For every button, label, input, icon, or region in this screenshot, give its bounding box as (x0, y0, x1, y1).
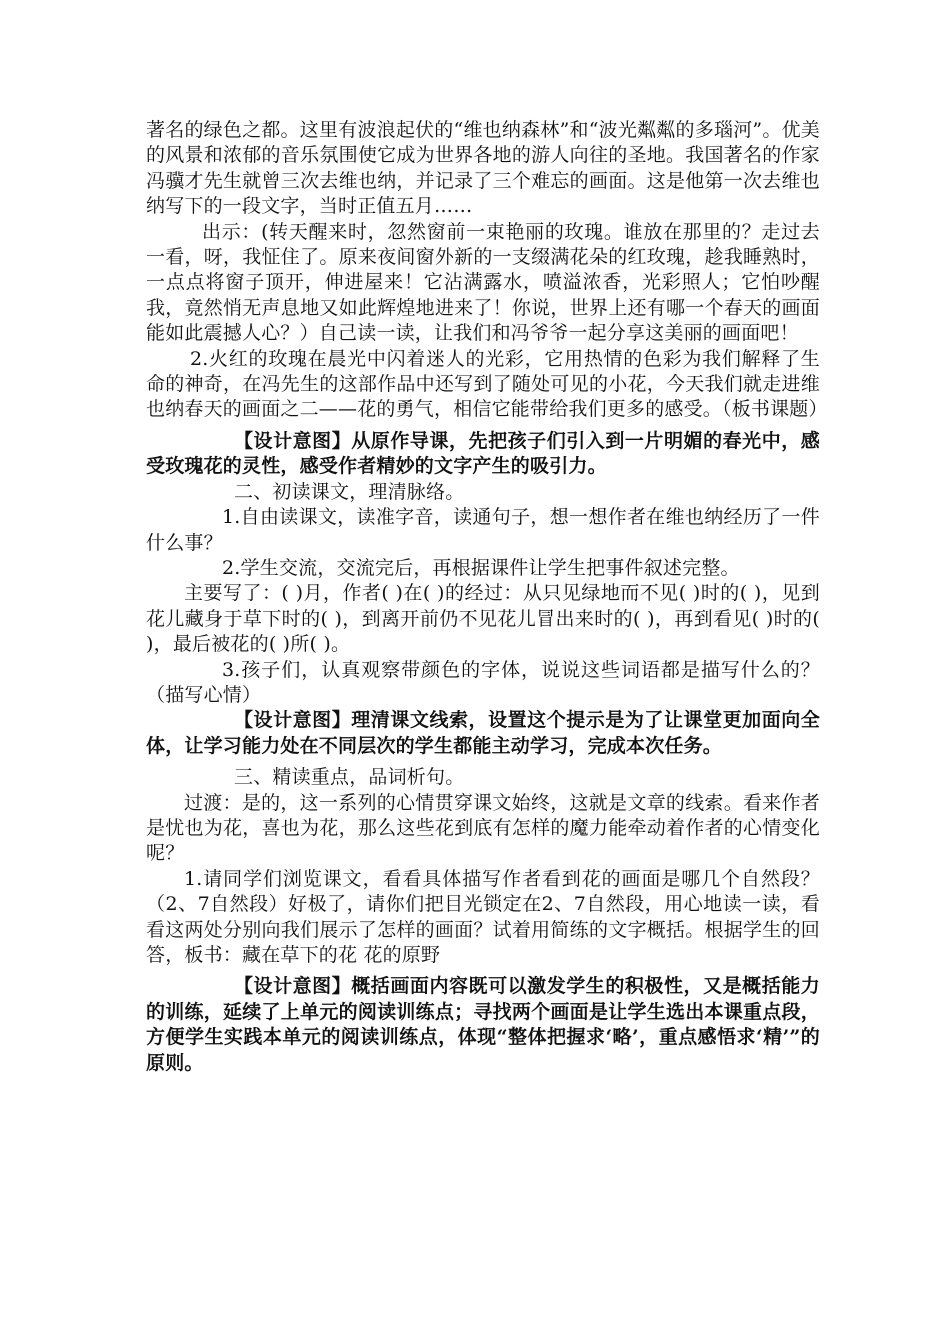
section-heading-2: 二、初读课文，理清脉络。 (234, 480, 465, 503)
paragraph-close-read-1: 1.请同学们浏览课文，看看具体描写作者看到花的画面是哪几个自然段？（2、7自然段）好极了，请你们把目光锁定在2、7自然段，用心地读一读，看看这两处分别向我们展示了怎样的画面？试着用简练的文字概括。根据学生的回答，板书：藏在草下的花 花的原野 (146, 867, 820, 966)
paragraph-step-2: 2.火红的玫瑰在晨光中闪着迷人的光彩，它用热情的色彩为我们解释了生命的神奇，在冯先生的这部作品中还写到了随处可见的小花，今天我们就走进维也纳春天的画面之二——花的勇气，相信它能带给我们更多的感受。（板书课题） (146, 347, 828, 421)
section-heading-3: 三、精读重点，品词析句。 (234, 766, 465, 789)
document-page (146, 118, 828, 1076)
paragraph-read-1: 1.自由读课文，读准字音，读通句子，想一想作者在维也纳经历了一件什么事？ (146, 506, 820, 554)
paragraph-intro: 著名的绿色之都。这里有波浪起伏的“维也纳森林”和“波光粼粼的多瑙河”。优美的风景和浓郁的音乐氛围使它成为世界各地的游人向往的圣地。我国著名的作家冯骥才先生就曾三次去维也纳，并记录了三个难忘的画面。这是他第一次去维也纳写下的一段文字，当时正值五月…… (146, 119, 820, 218)
design-intent-2: 【设计意图】理清课文线索，设置这个提示是为了让课堂更加面向全体，让学习能力处在不同层次的学生都能主动学习，完成本次任务。 (146, 709, 820, 757)
paragraph-transition: 过渡：是的，这一系列的心情贯穿课文始终，这就是文章的线索。看来作者是忧也为花，喜也为花，那么这些花到底有怎样的魔力能牵动着作者的心情变化呢？ (146, 791, 820, 865)
design-intent-1: 【设计意图】从原作导课，先把孩子们引入到一片明媚的春光中，感受玫瑰花的灵性，感受作者精妙的文字产生的吸引力。 (146, 429, 820, 478)
paragraph-read-3: 3.孩子们，认真观察带颜色的字体，说说这些词语都是描写什么的？（描写心情） (146, 658, 820, 706)
design-intent-3: 【设计意图】概括画面内容既可以激发学生的积极性，又是概括能力的训练，延续了上单元的阅读训练点；寻找两个画面是让学生选出本课重点段，方便学生实践本单元的阅读训练点，体现“整体把握求‘略’，重点感悟求‘精’”的原则。 (146, 975, 820, 1074)
paragraph-fill-in-summary: 主要写了：( )月，作者( )在( )的经过：从只见绿地而不见( )时的( )，见到花儿藏身于草下时的( )，到离开前仍不见花儿冒出来时的( )，再到看见( )时的( )，最后被花的( )所( )。 (146, 582, 820, 656)
paragraph-read-2: 2.学生交流，交流完后，再根据课件让学生把事件叙述完整。 (222, 556, 740, 579)
paragraph-display-quote: 出示：(转天醒来时，忽然窗前一束艳丽的玫瑰。谁放在那里的？走过去一看，呀，我怔住了。原来夜间窗外新的一支缀满花朵的红玫瑰，趁我睡熟时，一点点将窗子顶开，伸进屋来！它沾满露水，喷溢浓香，光彩照人；它怕吵醒我，竟然悄无声息地又如此辉煌地进来了！你说，世界上还有哪一个春天的画面能如此震撼人心？）自己读一读，让我们和冯爷爷一起分享这美丽的画面吧！ (146, 220, 820, 345)
